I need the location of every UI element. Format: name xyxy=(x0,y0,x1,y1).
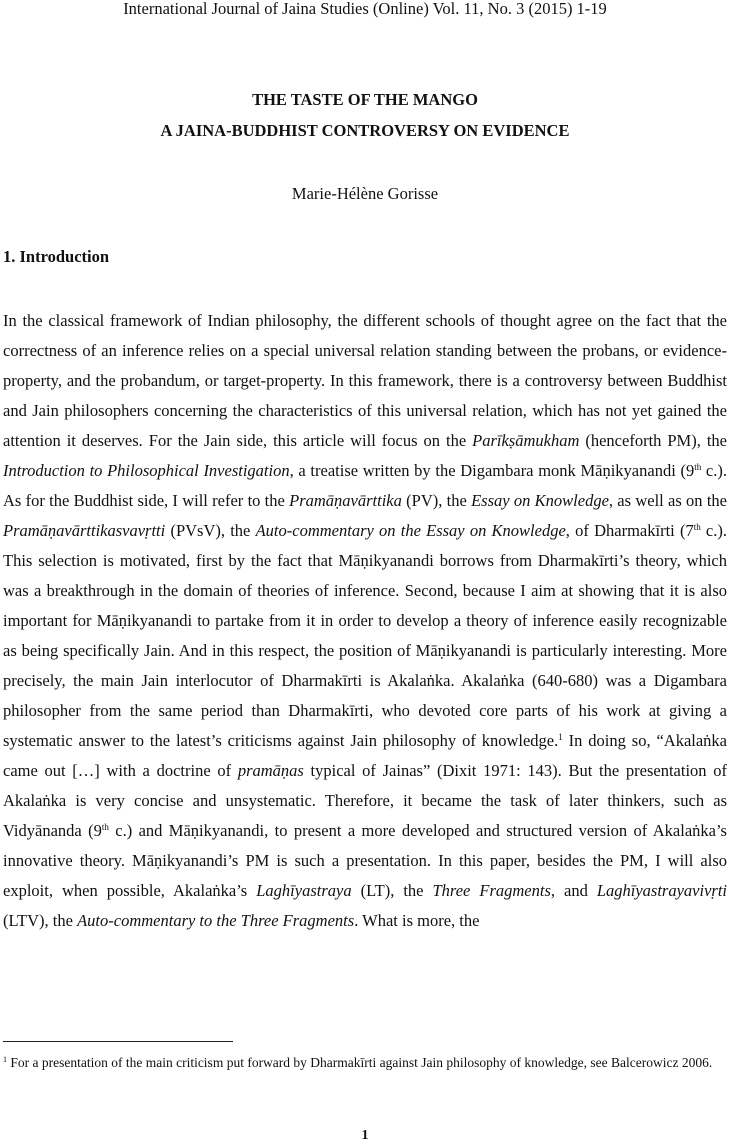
text-run: , of Dharmakīrti (7 xyxy=(565,521,694,540)
footnote-reference[interactable]: 1 xyxy=(558,732,563,742)
text-run: , as well as on the xyxy=(608,491,727,510)
italic-title: Pramāṇavārttika xyxy=(289,491,402,510)
text-run: (LTV), the xyxy=(3,911,78,930)
text-run: c.). This selection is motivated, first by the fact that Māṇikyanandi borrows from Dharmakīrti’s theory, which was a breakthrough in the domain of theories of inference. Second, because I aim at showing that it is also important for Māṇikyanandi to partake from it in order to develop a theory of inference easily recognizable as being specifically Jain. And in this respect, the position of Māṇikyanandi is particularly interesting. More precisely, the main Jain interlocutor of Dharmakīrti is Akalaṅka. Akalaṅka (640-680) was a Digambara philosopher from the same period than Dharmakīrti, who devoted core parts of his work at giving a systematic answer to the latest’s criticisms against Jain philosophy of knowledge. xyxy=(3,521,728,750)
text-run: (PV), the xyxy=(401,491,472,510)
text-run: , a treatise written by the Digambara monk Māṇikyanandi (9 xyxy=(289,461,695,480)
italic-title: Three Fragments xyxy=(432,881,551,900)
italic-title: Laghīyastraya xyxy=(256,881,352,900)
ordinal-superscript: th xyxy=(101,822,109,832)
text-run: c.) and Māṇikyanandi, to present a more developed and structured version of Akalaṅka’s innovative theory. Māṇikyanandi’s PM is such a presentation. In this paper, besides the PM, I will also exploit, when possible, Akalaṅka’s xyxy=(3,821,727,900)
paper-title-line-2: A JAINA-BUDDHIST CONTROVERSY ON EVIDENCE xyxy=(160,121,570,140)
text-run: typical of Jainas” (Dixit 1971: 143). But the presentation of Akalaṅka is very concise and unsystematic. Therefore, it became the task of later thinkers, such as Vidyānanda (9 xyxy=(3,761,727,840)
footnote xyxy=(3,1052,727,1073)
italic-title: Auto-commentary to the Three Fragments xyxy=(77,911,355,930)
ordinal-superscript: th xyxy=(693,522,701,532)
text-run: . What is more, the xyxy=(354,911,480,930)
section-heading: 1. Introduction xyxy=(3,247,110,266)
text-run: , and xyxy=(550,881,597,900)
footnote-text: For a presentation of the main criticism put forward by Dharmakīrti against Jain philosophy of knowledge, see Balcerowicz 2006. xyxy=(7,1055,713,1070)
footnote-mark: 1 xyxy=(3,1055,7,1064)
introduction-paragraph xyxy=(3,306,727,936)
italic-title: Pramāṇavārttikasvavṛtti xyxy=(3,521,166,540)
text-run: (PVsV), the xyxy=(165,521,256,540)
text-run: In doing so, “Akalaṅka came out […] with a doctrine of xyxy=(3,731,728,780)
text-run: (LT), the xyxy=(351,881,433,900)
paper-title-line-1: THE TASTE OF THE MANGO xyxy=(252,90,478,109)
text-run: (henceforth PM), the xyxy=(579,431,727,450)
italic-title: Introduction to Philosophical Investigation xyxy=(3,461,290,480)
italic-title: Parīkṣāmukham xyxy=(472,431,580,450)
italic-title: Laghīyastrayavivṛti xyxy=(596,881,727,900)
running-head: International Journal of Jaina Studies (Online) Vol. 11, No. 3 (2015) 1-19 xyxy=(123,0,607,18)
author-name: Marie-Hélène Gorisse xyxy=(291,184,439,203)
ordinal-superscript: th xyxy=(694,462,702,472)
body-text xyxy=(3,306,727,936)
italic-title: Essay on Knowledge xyxy=(471,491,609,510)
footnote-divider xyxy=(3,1041,233,1042)
text-run: In the classical framework of Indian philosophy, the different schools of thought agree on the fact that the correctness of an inference relies on a special universal relation standing between the probans, or evidence-property, and the probandum, or target-property. In this framework, there is a controversy between Buddhist and Jain philosophers concerning the characteristics of this universal relation, which has not yet gained the attention it deserves. For the Jain side, this article will focus on the xyxy=(3,311,727,450)
page-number: 1 xyxy=(361,1128,369,1143)
text-run: c.). As for the Buddhist side, I will refer to the xyxy=(3,461,727,510)
italic-term: pramāṇas xyxy=(237,761,304,780)
italic-title: Auto-commentary on the Essay on Knowledge xyxy=(255,521,566,540)
